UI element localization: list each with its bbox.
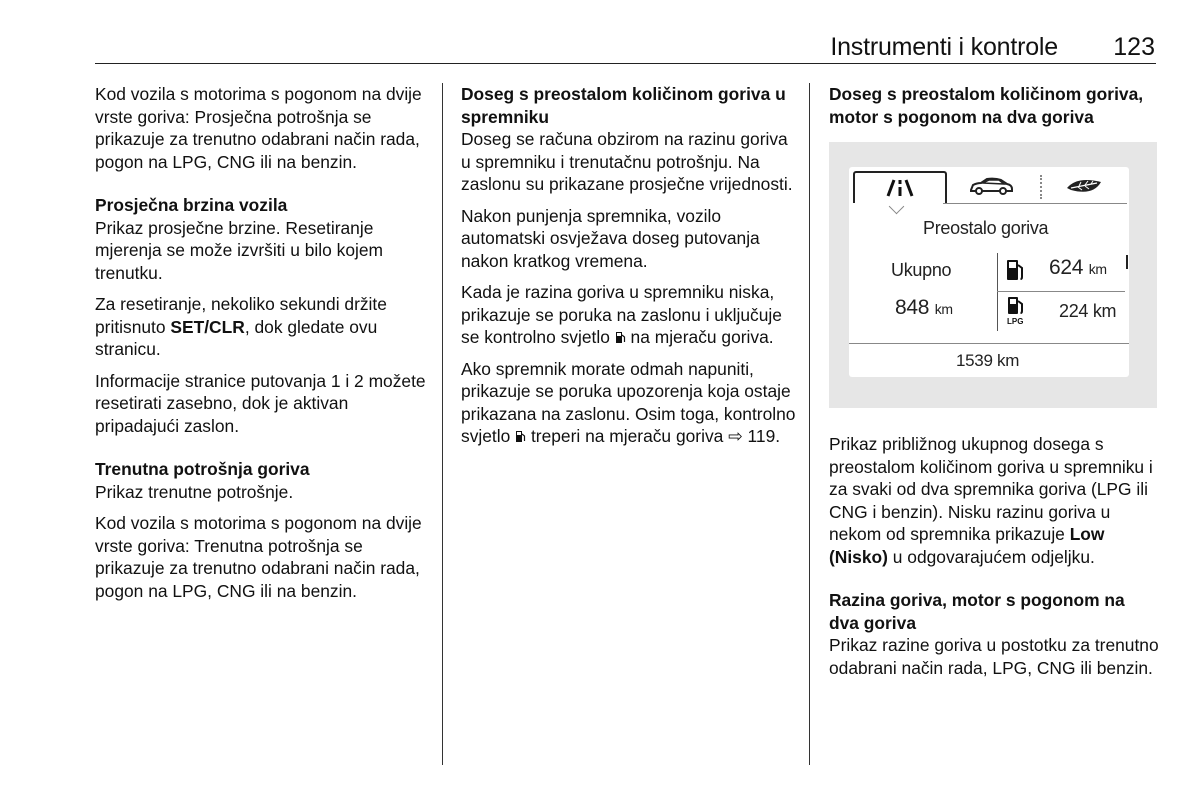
text: na mjeraču goriva. [625, 327, 774, 347]
paragraph: Nakon punjenja spremnika, vozilo automatski osvježava doseg putovanja nakon kratkog vremena. [461, 205, 760, 271]
display-screen [849, 167, 1129, 377]
total-range-number: 848 [895, 296, 930, 319]
tab-separator [1040, 175, 1042, 199]
text: Ako spremnik morate odmah napuniti, prikazuje se poruka upozorenja koja ostaje prikazana na zaslonu. Osim toga, kontrolno svjetlo [461, 358, 796, 446]
display-divider [849, 343, 1129, 344]
page-number: 123 [1113, 33, 1155, 61]
column-divider [442, 83, 443, 765]
page-reference-link[interactable]: ⇨ 119. [728, 426, 781, 446]
paragraph: Prikaz razine goriva u postotku za trenutno odabrani način rada, LPG, CNG ili benzin. [829, 635, 1159, 678]
display-divider [997, 253, 998, 331]
text: Za resetiranje, nekoliko sekundi držite pritisnuto [95, 294, 387, 337]
column-1 [95, 83, 430, 611]
display-scroll-indicator [1126, 255, 1128, 269]
text: Kada je razina goriva u spremniku niska, prikazuje se poruka na zaslonu i uključuje se kontrolno svjetlo [461, 282, 782, 347]
fuel-pump-icon [1005, 258, 1025, 282]
tab-underline [943, 203, 1127, 204]
column-2 [461, 83, 796, 457]
fuel-warning-icon [515, 430, 526, 443]
column-divider [809, 83, 810, 765]
heading-fuel-level: Razina goriva, motor s pogonom na dva goriva [829, 590, 1125, 633]
lpg-tag: LPG [1007, 317, 1024, 326]
paragraph: Prikaz trenutne potrošnje. [95, 481, 294, 502]
paragraph [95, 293, 430, 361]
column-3 [829, 83, 1159, 688]
total-label: Ukupno [891, 260, 952, 280]
unit-label: km [934, 301, 953, 317]
paragraph: Prikaz prosječne brzine. Resetiranje mjerenja se može izvršiti u bilo kojem trenutku. [95, 217, 384, 283]
heading-range-dual-fuel: Doseg s preostalom količinom goriva, motor s pogonom na dva goriva [829, 84, 1144, 127]
road-tab-icon [853, 171, 947, 203]
total-range-value [895, 297, 953, 321]
paragraph: Informacije stranice putovanja 1 i 2 možete resetirati zasebno, dok je aktivan pripadajući zaslon. [95, 370, 426, 436]
remaining-fuel-label: Preostalo goriva [923, 218, 1049, 238]
paragraph [461, 358, 796, 448]
paragraph: Kod vozila s motorima s pogonom na dvije vrste goriva: Prosječna potrošnja se prikazuje za trenutno odabrani način rada, pogon na LPG, CNG ili na benzin. [95, 84, 422, 172]
paragraph: Kod vozila s motorima s pogonom na dvije vrste goriva: Trenutna potrošnja se prikazuje za trenutno odabrani način rada, pogon na LPG, CNG ili na benzin. [95, 513, 422, 601]
heading-range: Doseg s preostalom količinom goriva u spremniku [461, 84, 786, 127]
text: u odgovarajućem odjeljku. [887, 546, 1095, 567]
tank1-range-value [1049, 257, 1107, 281]
text: , dok gledate ovu stranicu. [95, 316, 378, 359]
display-divider [997, 291, 1125, 292]
sum-range-value: 1539 km [956, 351, 1020, 370]
heading-current-consumption: Trenutna potrošnja goriva [95, 459, 310, 479]
paragraph: Doseg se računa obzirom na razinu goriva u spremniku i trenutačnu potrošnju. Na zaslonu su prikazane prosječne vrijednosti. [461, 129, 793, 194]
low-indicator-text: Low (Nisko) [829, 524, 1105, 567]
dashboard-display-figure [829, 142, 1157, 408]
button-reference-set-clr: SET/CLR [170, 316, 245, 337]
fuel-warning-icon [615, 331, 626, 344]
lpg-fuel-pump-icon [1005, 295, 1029, 327]
text: treperi na mjeraču goriva [526, 426, 729, 446]
header-rule [95, 63, 1156, 64]
tank1-range-number: 624 [1049, 256, 1084, 279]
paragraph [829, 433, 1159, 568]
heading-average-speed: Prosječna brzina vozila [95, 195, 288, 215]
unit-label: km [1088, 261, 1107, 277]
paragraph [461, 281, 796, 349]
tank2-range-value: 224 km [1059, 301, 1117, 321]
eco-leaf-tab-icon [1043, 171, 1127, 201]
text: Prikaz približnog ukupnog dosega s preostalom količinom goriva u spremniku i za svaki od dva spremnika goriva (LPG ili CNG i benzin). Nisku razinu goriva u nekom od spremnika prikazuje [829, 434, 1153, 544]
car-tab-icon [946, 171, 1036, 201]
section-title: Instrumenti i kontrole [830, 33, 1058, 61]
display-tab-bar [851, 171, 1127, 203]
